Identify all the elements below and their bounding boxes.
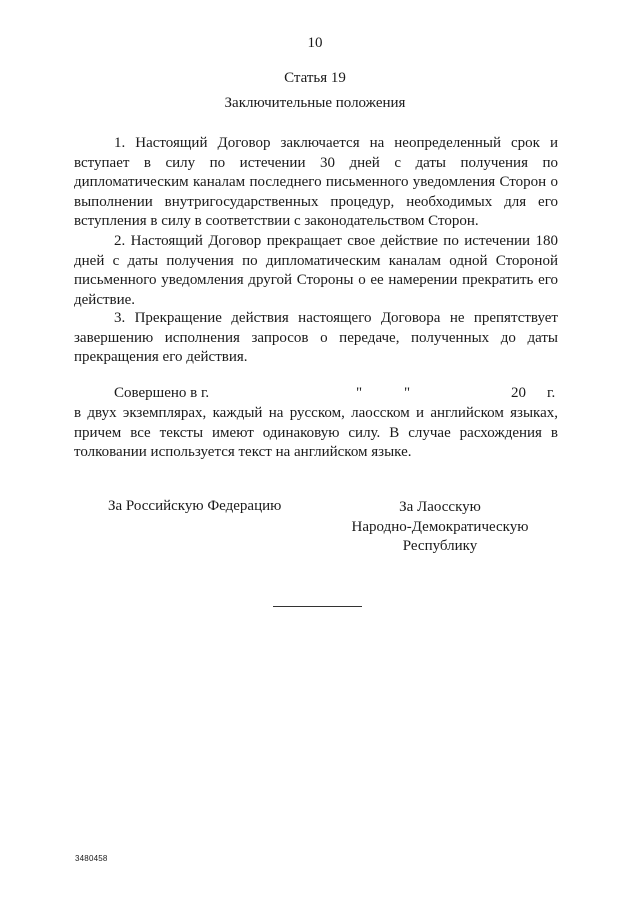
done-at-line <box>74 385 558 405</box>
end-rule <box>273 606 362 607</box>
signature-left: За Российскую Федерацию <box>108 498 282 514</box>
signature-right-line-1: За Лаосскую <box>399 499 481 515</box>
page-number: 10 <box>307 35 323 51</box>
doc-code: 3480458 <box>75 854 108 863</box>
paragraph-1 <box>74 134 558 232</box>
year-field: 20 <box>511 385 526 401</box>
paragraph-3 <box>74 309 558 368</box>
paragraph-text: 1. Настоящий Договор заключается на неопределенный срок и вступает в силу по истечении 30 дней с даты получения по дипломатическим каналам последнего письменного уведомления Сторон о выполнении внутригосударственных процедур, необходимых для его вступления в силу в соответствии с законодательством Сторон. <box>74 135 558 229</box>
paragraph-text: 3. Прекращение действия настоящего Договора не препятствует завершению исполнения запросов о передаче, полученных до даты прекращения его действия. <box>74 310 558 365</box>
continuation-text: в двух экземплярах, каждый на русском, лаосском и английском языках, причем все тексты имеют одинаковую силу. В случае расхождения в толковании используется текст на английском языке. <box>74 405 558 460</box>
done-at-prefix: Совершено в г. <box>114 385 210 401</box>
quote-open: " <box>356 385 363 401</box>
paragraph-text: 2. Настоящий Договор прекращает свое действие по истечении 180 дней с даты получения по дипломатическим каналам одной Стороной письменного уведомления другой Стороны о ее намерении прекратить его действие. <box>74 233 558 308</box>
article-title: Статья 19 <box>284 70 346 86</box>
signature-right-line-2: Народно-Демократическую <box>351 518 529 535</box>
signature-right <box>340 498 540 557</box>
quote-close: " <box>404 385 411 401</box>
year-suffix: г. <box>547 385 556 401</box>
done-at-continuation <box>74 404 558 463</box>
article-subtitle: Заключительные положения <box>224 95 406 111</box>
signature-right-line-3: Республику <box>402 538 478 554</box>
paragraph-2 <box>74 232 558 310</box>
